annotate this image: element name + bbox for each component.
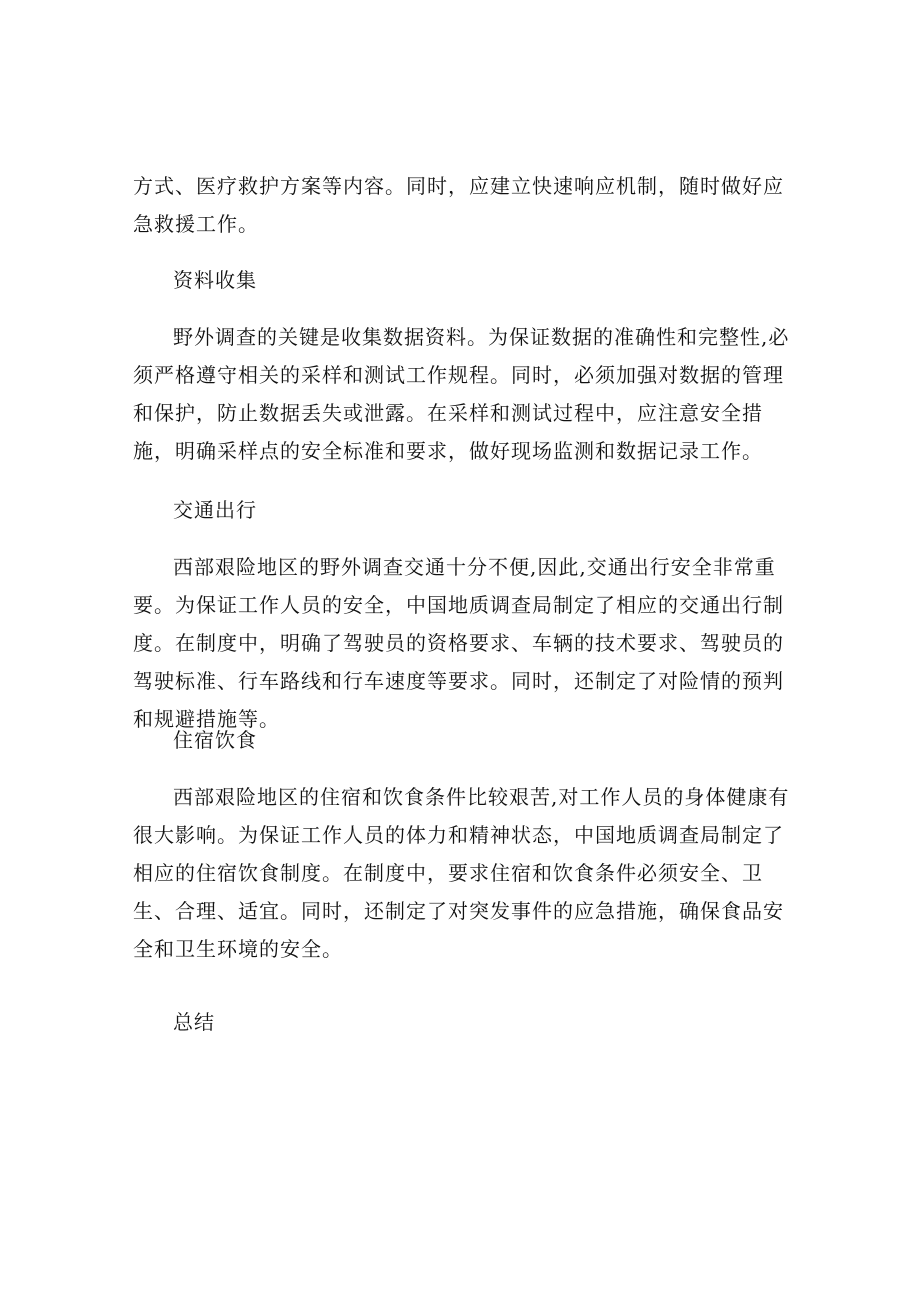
section-heading-summary: 总结 xyxy=(173,1010,215,1034)
section-body-data-collection: 野外调查的关键是收集数据资料。为保证数据的准确性和完整性,必须严格遵守相关的采样和测试工作规程。同时，必须加强对数据的管理和保护，防止数据丢失或泄露。在采样和测试过程中，应注意安全措施，明确采样点的安全标准和要求，做好现场监测和数据记录工作。 xyxy=(133,325,790,463)
section-body-accommodation: 西部艰险地区的住宿和饮食条件比较艰苦,对工作人员的身体健康有很大影响。为保证工作人员的体力和精神状态，中国地质调查局制定了相应的住宿饮食制度。在制度中，要求住宿和饮食条件必须安全、卫生、合理、适宜。同时，还制定了对突发事件的应急措施，确保食品安全和卫生环境的安全。 xyxy=(133,785,790,961)
intro-paragraph: 方式、医疗救护方案等内容。同时，应建立快速响应机制，随时做好应急救援工作。 xyxy=(133,174,784,236)
section-heading-transportation: 交通出行 xyxy=(173,498,257,522)
section-heading-accommodation: 住宿饮食 xyxy=(173,728,257,752)
section-body-transportation: 西部艰险地区的野外调查交通十分不便,因此,交通出行安全非常重要。为保证工作人员的安全，中国地质调查局制定了相应的交通出行制度。在制度中，明确了驾驶员的资格要求、车辆的技术要求、驾驶员的驾驶标准、行车路线和行车速度等要求。同时，还制定了对险情的预判和规避措施等。 xyxy=(133,555,784,731)
section-heading-data-collection: 资料收集 xyxy=(173,268,257,292)
